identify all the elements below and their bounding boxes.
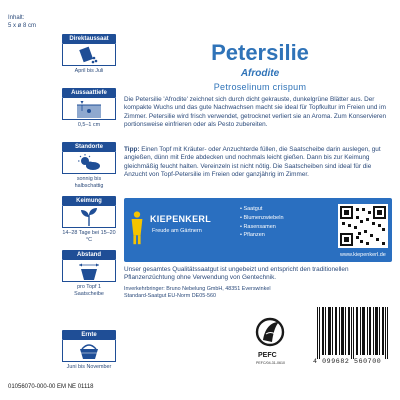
barcode-icon [315,306,391,360]
contents-label: Inhalt: [8,15,25,21]
contents-info [8,14,58,30]
step-location [62,142,116,190]
dealer-info [124,286,394,300]
feature-list [240,205,284,240]
step-heading: Aussaattiefe [62,88,116,98]
product-description: Die Petersilie 'Afrodite' zeichnet sich durch dicht gekrauste, dunkelgrüne Blätter aus. Der kompakte Wuchs und das gute Nachwachsen macht sie ideal für Topfkultur im Freien und im Zimmer. Petersilie wird frisch verwendet, getrocknet verliert sie an Aroma. Zum Konservieren portionsweise einfrieren oder als Pesto zubereiten. [124,96,387,129]
product-latin-name: Petroselinum crispum [213,82,307,92]
pefc-label: PEFC [258,352,277,359]
feature-item: • Pflanzen [240,232,265,239]
seed-bag-icon [62,44,116,66]
article-code: 01056070-000-00 EM NE 01118 [8,384,94,390]
brand-tagline: Freude am Gärtnern [152,228,202,234]
step-text: pro Topf 1 Saatscheibe [74,284,104,297]
pefc-id: PEFC/04-31-0610 [256,361,285,365]
product-variety: Afrodite [240,68,280,79]
step-text: 14–28 Tage bei 15–20 °C [62,230,116,243]
step-text: 0,5–1 cm [77,122,101,128]
feature-item: • Saatgut [240,206,263,212]
step-heading: Abstand [62,250,116,260]
step-spacing [62,250,116,298]
step-harvest [62,330,116,371]
brand-name: KIEPENKERL [150,214,212,224]
step-heading: Standorte [62,142,116,152]
product-title: Petersilie [211,40,309,65]
step-sowing-depth [62,88,116,129]
sowing-depth-icon [62,98,116,120]
contents-value: 5 x ø 8 cm [8,23,37,29]
tip-label: Tipp: [124,146,140,153]
sprout-icon [62,206,116,228]
tip-text: Einen Topf mit Kräuter- oder Anzuchterde füllen, die Saatscheibe darin auslegen, gut angießen, dünn mit Erde abdecken und nochmals leicht gießen. Dann bis zur Keimung gleichmäßig feucht halten. Vereinzeln ist nicht nötig. Die Saatscheiben sind ideal für die Anzucht von Topf-Petersilie im Freien oder ganzjährig im Zimmer. [124,146,381,179]
feature-item: • Blumenzwiebeln [240,214,284,221]
tip-paragraph [124,146,392,180]
step-text: sonnig bis halbschattig [74,176,104,189]
step-heading: Keimung [62,196,116,206]
step-direct-sowing [62,34,116,75]
step-text: Juni bis November [66,364,112,370]
qr-code-icon[interactable] [338,204,388,248]
quality-notice: Unser gesamtes Qualitätssaatgut ist ungebeizt und entspricht den traditionellen Pflanzenzüchtung ohne Verwendung von Gentechnik. [124,266,349,282]
barcode-digits: 4 099682 560700 [313,358,382,365]
dealer-line: Inverkehrbringer: Bruno Nebelung GmbH, 48351 Everswinkel [124,286,271,292]
feature-item: • Rasensamen [240,223,276,230]
step-germination [62,196,116,244]
step-text: April bis Juli [74,68,104,74]
sun-cloud-icon [62,152,116,174]
website-link[interactable]: www.kiepenkerl.de [340,252,386,258]
basket-icon [62,340,116,362]
kiepenkerl-figure-icon [128,210,146,246]
step-heading: Direktaussaat [62,34,116,44]
pefc-logo-icon [255,310,285,358]
step-heading: Ernte [62,330,116,340]
dealer-line: Standard-Saatgut EU-Norm DE05-560 [124,293,216,299]
spacing-icon [62,260,116,282]
